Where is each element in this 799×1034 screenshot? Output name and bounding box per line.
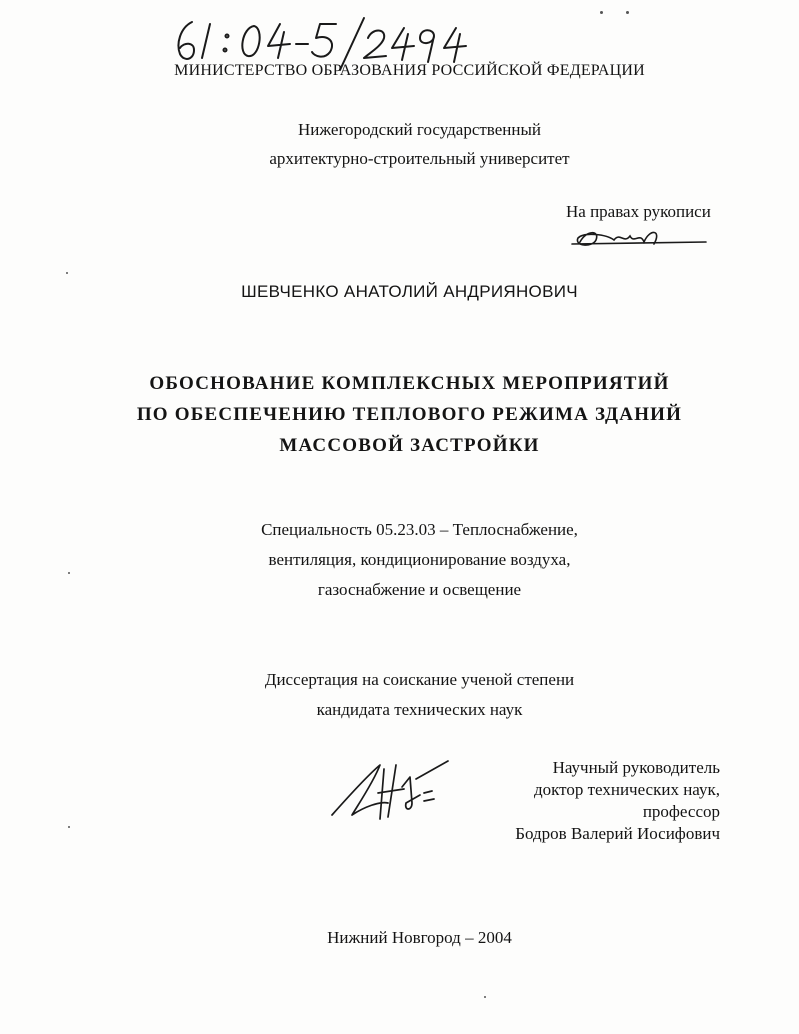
specialty-line-1: Специальность 05.23.03 – Теплоснабжение, bbox=[261, 520, 578, 539]
university-line-2: архитектурно-строительный университет bbox=[269, 149, 570, 168]
specialty-line-3: газоснабжение и освещение bbox=[317, 580, 522, 599]
degree-block bbox=[40, 665, 799, 725]
title-line-2: ПО ОБЕСПЕЧЕНИЮ ТЕПЛОВОГО РЕЖИМА ЗДАНИЙ bbox=[136, 404, 683, 425]
scan-speck bbox=[484, 996, 486, 998]
supervisor-role: Научный руководитель bbox=[552, 758, 720, 777]
supervisor-block bbox=[470, 757, 720, 845]
dissertation-title bbox=[20, 368, 799, 461]
scan-speck bbox=[68, 826, 70, 828]
author-name: ШЕВЧЕНКО АНАТОЛИЙ АНДРИЯНОВИЧ bbox=[241, 282, 578, 301]
degree-line-1: Диссертация на соискание ученой степени bbox=[264, 670, 575, 689]
city-year: Нижний Новгород – 2004 bbox=[327, 928, 512, 947]
rights-note: На правах рукописи bbox=[566, 202, 711, 221]
ministry-heading: МИНИСТЕРСТВО ОБРАЗОВАНИЯ РОССИЙСКОЙ ФЕДЕРАЦИИ bbox=[174, 62, 645, 79]
supervisor-degree: доктор технических наук, bbox=[533, 780, 720, 799]
specialty-block bbox=[40, 515, 799, 605]
signature-image-rights bbox=[566, 224, 716, 254]
degree-line-2: кандидата технических наук bbox=[316, 700, 523, 719]
supervisor-title: профессор bbox=[642, 802, 720, 821]
scan-speck bbox=[66, 272, 68, 274]
scan-speck bbox=[626, 11, 629, 14]
title-line-3: МАССОВОЙ ЗАСТРОЙКИ bbox=[279, 435, 540, 456]
signature-image-author bbox=[328, 757, 453, 825]
specialty-line-2: вентиляция, кондиционирование воздуха, bbox=[268, 550, 571, 569]
scan-speck bbox=[68, 572, 70, 574]
supervisor-name: Бодров Валерий Иосифович bbox=[515, 824, 720, 843]
scan-speck bbox=[600, 11, 603, 14]
university-line-1: Нижегородский государственный bbox=[298, 120, 541, 139]
title-line-1: ОБОСНОВАНИЕ КОМПЛЕКСНЫХ МЕРОПРИЯТИЙ bbox=[149, 373, 670, 394]
university-block bbox=[40, 115, 799, 173]
